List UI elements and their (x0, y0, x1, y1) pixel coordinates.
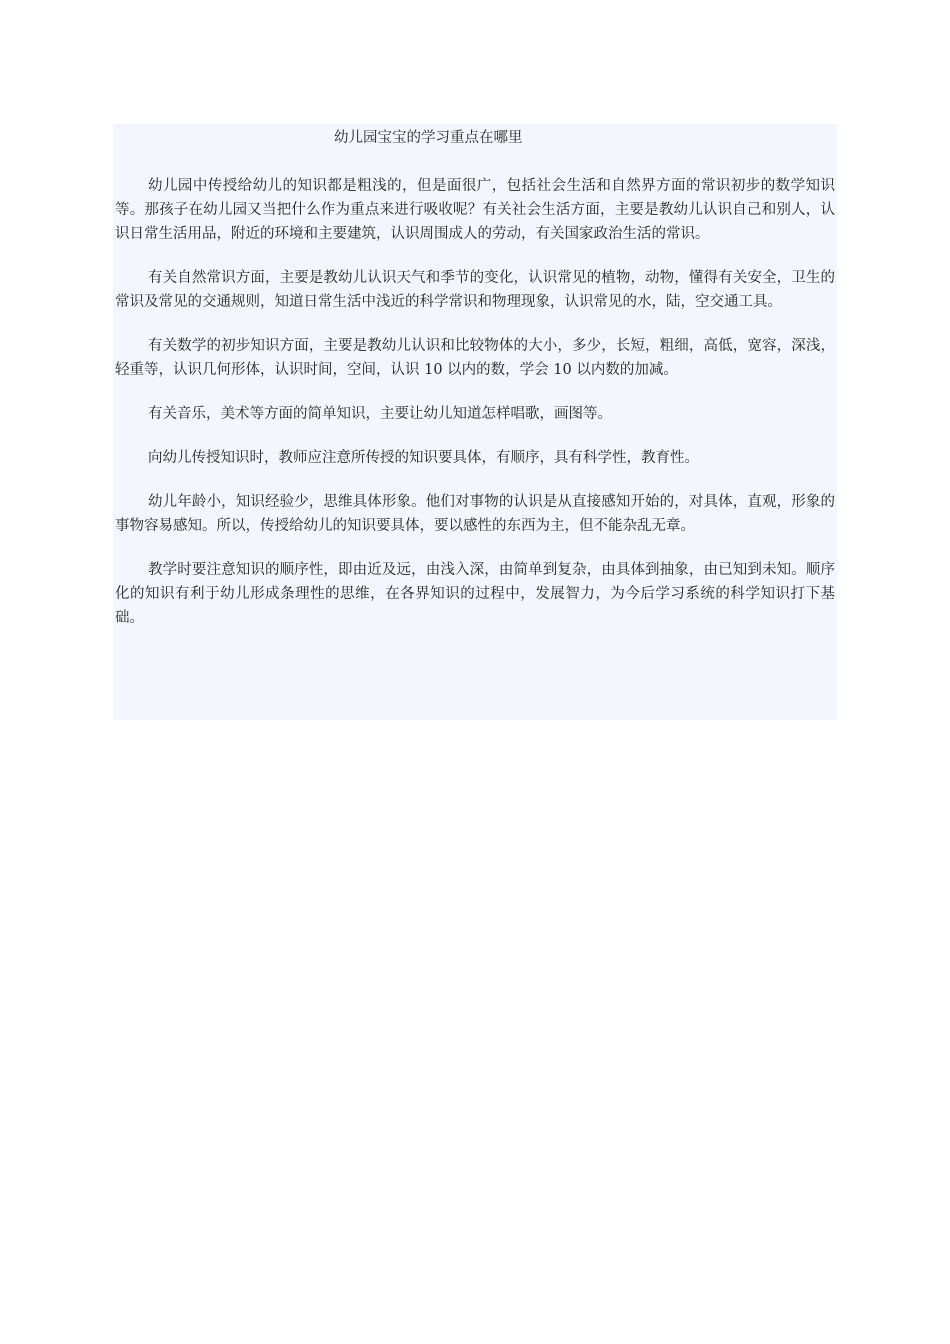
article-body (113, 124, 837, 720)
paragraph-music-art: 有关音乐，美术等方面的简单知识，主要让幼儿知道怎样唱歌，画图等。 (148, 406, 612, 422)
paragraph-nature: 有关自然常识方面，主要是教幼儿认识天气和季节的变化，认识常见的植物，动物，懂得有关安全，卫生的常识及常见的交通规则，知道日常生活中浅近的科学常识和物理现象，认识常见的水，陆，空交通工具。 (115, 270, 835, 310)
paragraph-child-cognition: 幼儿年龄小，知识经验少，思维具体形象。他们对事物的认识是从直接感知开始的，对具体，直观，形象的事物容易感知。所以，传授给幼儿的知识要具体，要以感性的东西为主，但不能杂乱无章。 (115, 494, 835, 534)
paragraph-teaching-note: 向幼儿传授知识时，教师应注意所传授的知识要具体，有顺序，具有科学性，教育性。 (148, 450, 699, 466)
paragraph-sequence: 教学时要注意知识的顺序性，即由近及远，由浅入深，由简单到复杂，由具体到抽象，由已知到未知。顺序化的知识有利于幼儿形成条理性的思维，在各界知识的过程中，发展智力，为今后学习系统的科学知识打下基础。 (115, 562, 835, 626)
paragraph-math: 有关数学的初步知识方面，主要是教幼儿认识和比较物体的大小，多少，长短，粗细，高低，宽容，深浅，轻重等，认识几何形体，认识时间，空间，认识 10 以内的数，学会 10 以内数的加减。 (115, 338, 835, 378)
article-title: 幼儿园宝宝的学习重点在哪里 (334, 130, 523, 146)
paragraph-social-life: 幼儿园中传授给幼儿的知识都是粗浅的，但是面很广，包括社会生活和自然界方面的常识初步的数学知识等。那孩子在幼儿园又当把什么作为重点来进行吸收呢？有关社会生活方面，主要是教幼儿认识自己和别人，认识日常生活用品，附近的环境和主要建筑，认识周围成人的劳动，有关国家政治生活的常识。 (115, 178, 835, 242)
